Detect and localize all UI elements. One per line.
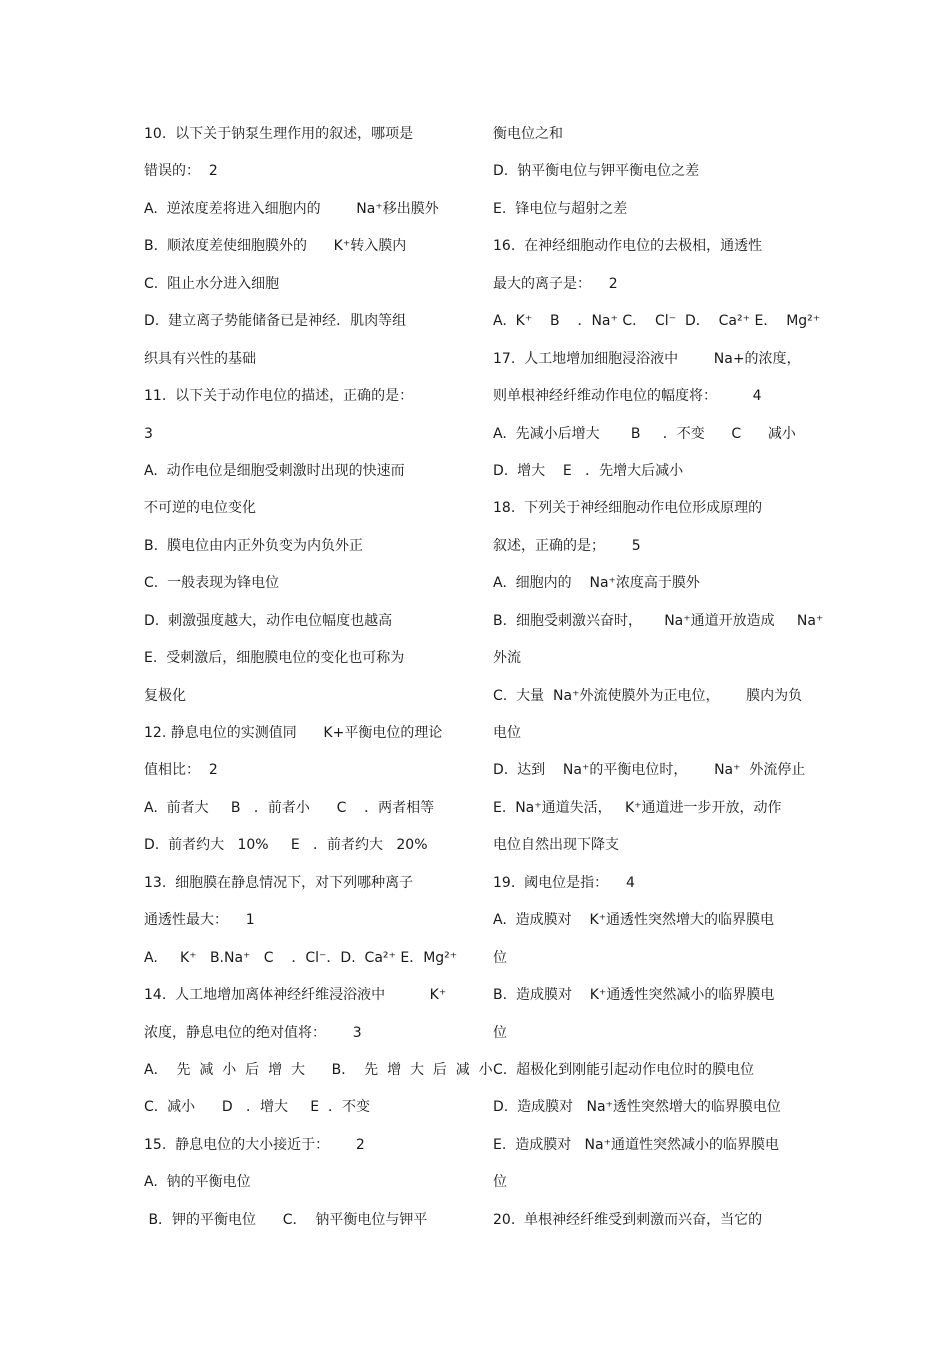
text-line: A. 钠的平衡电位: [144, 1174, 251, 1191]
right-column: [493, 119, 824, 1242]
text-line: 3: [144, 425, 153, 442]
text-line: 10. 以下关于钠泵生理作用的叙述，哪项是: [144, 126, 414, 142]
text-line: 11. 以下关于动作电位的描述，正确的是：: [144, 388, 414, 405]
text-line: B. 造成膜对 K⁺通透性突然减小的临界膜电: [493, 987, 775, 1004]
text-line: 12. 静息电位的实测值同 K+平衡电位的理论: [144, 725, 443, 741]
text-line: 位: [493, 1174, 507, 1191]
text-line: B. 细胞受刺激兴奋时， Na⁺通道开放造成 Na⁺: [493, 612, 824, 629]
text-line: A. K⁺ B.Na⁺ C ．Cl⁻．D. Ca²⁺ E．Mg²⁺: [144, 949, 458, 966]
text-line: A. 动作电位是细胞受刺激时出现的快速而: [144, 462, 405, 479]
text-line: 浓度，静息电位的绝对值将： 3: [144, 1024, 362, 1041]
text-line: E. 受刺激后，细胞膜电位的变化也可称为: [144, 650, 405, 667]
text-line: C. 一般表现为锋电位: [144, 575, 280, 592]
text-line: 13. 细胞膜在静息情况下，对下列哪种离子: [144, 874, 414, 891]
text-line: B. 顺浓度差使细胞膜外的 K⁺转入膜内: [144, 238, 407, 255]
text-line: 叙述，正确的是； 5: [493, 537, 641, 554]
text-line: 18. 下列关于神经细胞动作电位形成原理的: [493, 500, 763, 517]
text-line: A. 造成膜对 K⁺通透性突然增大的临界膜电: [493, 912, 775, 929]
text-line: 17. 人工地增加细胞浸浴液中 Na+的浓度，: [493, 350, 801, 367]
text-line: 最大的离子是： 2: [493, 275, 618, 292]
text-line: A. 逆浓度差将进入细胞内的 Na⁺移出膜外: [144, 200, 439, 217]
text-line: D. 达到 Na⁺的平衡电位时， Na⁺ 外流停止: [493, 762, 806, 779]
text-line: 15. 静息电位的大小接近于： 2: [144, 1136, 365, 1153]
text-line: B. 膜电位由内正外负变为内负外正: [144, 537, 363, 554]
text-line: D. 造成膜对 Na⁺透性突然增大的临界膜电位: [493, 1099, 781, 1116]
text-line: D. 增大 E ．先增大后减小: [493, 462, 684, 479]
text-line: 19. 阈电位是指： 4: [493, 874, 635, 891]
text-line: D. 前者约大 10% E ．前者约大 20%: [144, 837, 428, 854]
text-line: 电位: [493, 725, 521, 741]
text-line: 通透性最大： 1: [144, 912, 255, 929]
text-line: D. 刺激强度越大，动作电位幅度也越高: [144, 612, 393, 629]
text-line: 不可逆的电位变化: [144, 500, 256, 517]
text-line: A． 先 减 小 后 增 大 B． 先 增 大 后 减 小: [144, 1061, 493, 1078]
text-line: A. K⁺ B ．Na⁺ C． Cl⁻ D． Ca²⁺ E． Mg²⁺: [493, 313, 821, 330]
text-line: E. 造成膜对 Na⁺通道性突然减小的临界膜电: [493, 1136, 779, 1153]
text-line: 则单根神经纤维动作电位的幅度将： 4: [493, 388, 762, 405]
text-line: 位: [493, 949, 507, 966]
text-line: E. 锋电位与超射之差: [493, 200, 628, 217]
text-line: B．钾的平衡电位 C． 钠平衡电位与钾平: [144, 1211, 428, 1228]
text-line: 位: [493, 1024, 507, 1041]
text-line: C. 大量 Na⁺外流使膜外为正电位， 膜内为负: [493, 687, 803, 704]
text-line: 复极化: [144, 687, 186, 704]
text-line: C. 超极化到刚能引起动作电位时的膜电位: [493, 1061, 755, 1078]
text-line: C. 减小 D ．增大 E ．不变: [144, 1099, 370, 1116]
text-line: D. 建立离子势能储备已是神经．肌肉等组: [144, 313, 407, 330]
text-line: C. 阻止水分进入细胞: [144, 275, 280, 292]
text-line: 错误的： 2: [144, 163, 218, 180]
text-line: D. 钠平衡电位与钾平衡电位之差: [493, 163, 700, 180]
text-line: 外流: [493, 650, 521, 667]
text-line: 织具有兴性的基础: [144, 350, 256, 367]
text-line: E. Na⁺通道失活， K⁺通道进一步开放，动作: [493, 799, 782, 816]
text-line: 衡电位之和: [493, 126, 563, 142]
text-line: 值相比： 2: [144, 762, 218, 779]
text-line: 20. 单根神经纤维受到刺激而兴奋，当它的: [493, 1211, 763, 1228]
text-line: 16. 在神经细胞动作电位的去极相，通透性: [493, 238, 763, 255]
left-column: [144, 119, 493, 1242]
text-line: A. 前者大 B ．前者小 C ．两者相等: [144, 799, 435, 816]
text-line: A. 先减小后增大 B ．不变 C 减小: [493, 425, 796, 442]
text-line: 14. 人工地增加离体神经纤维浸浴液中 K⁺: [144, 987, 447, 1004]
text-line: 电位自然出现下降支: [493, 837, 619, 854]
text-line: A. 细胞内的 Na⁺浓度高于膜外: [493, 575, 700, 592]
